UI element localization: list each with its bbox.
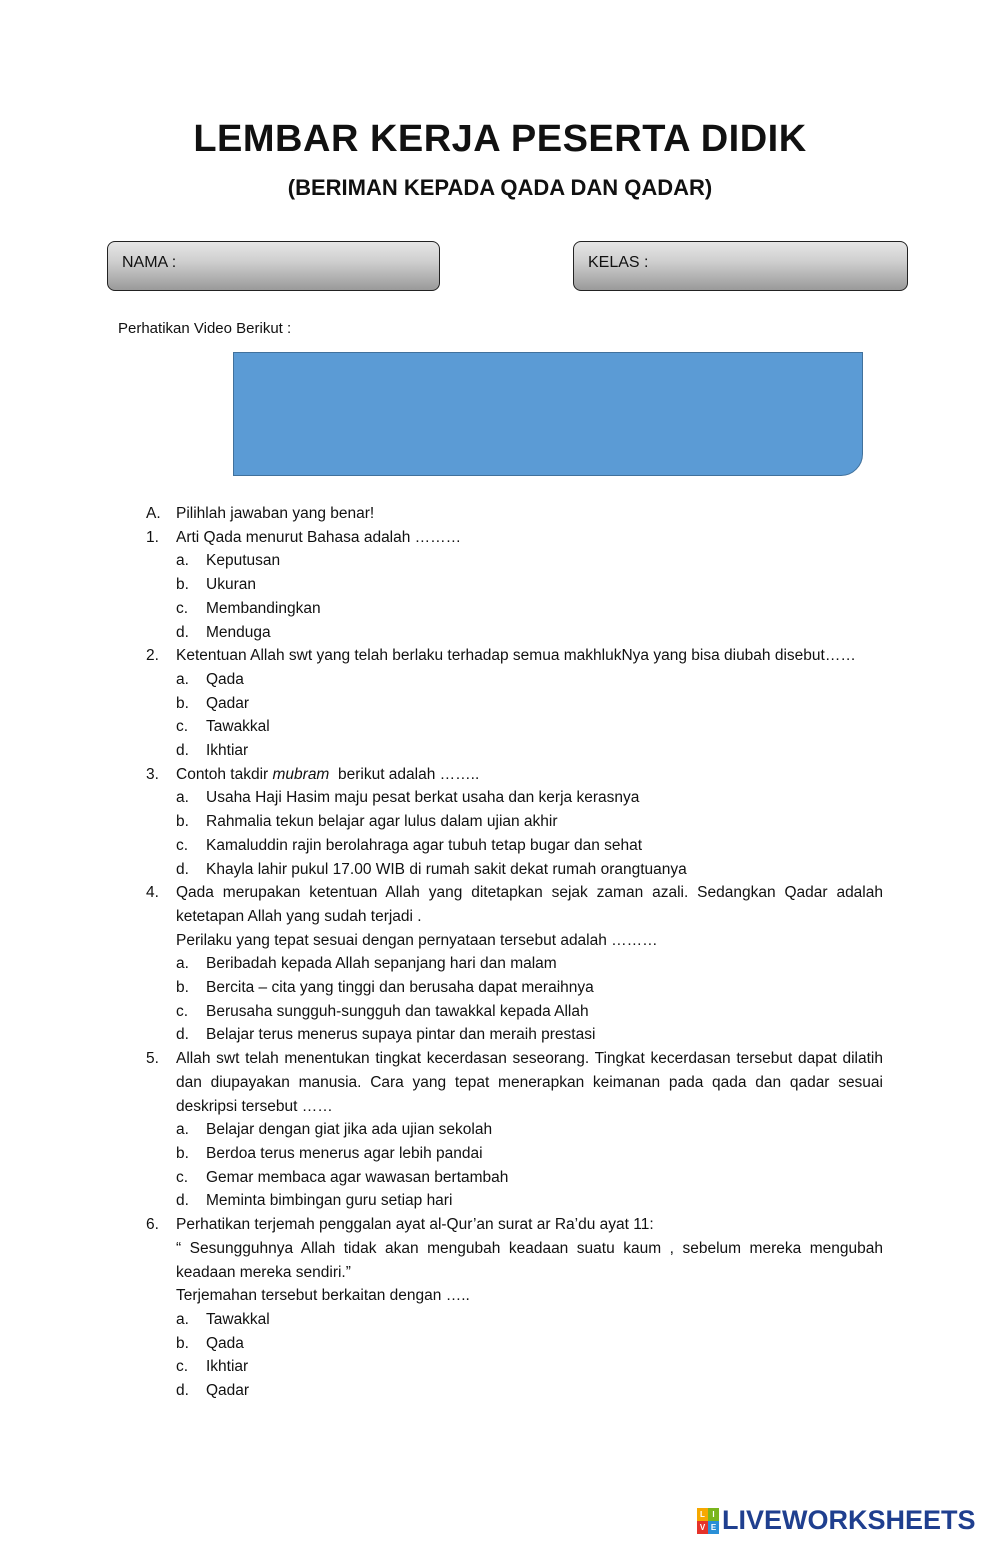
option-letter: d.	[176, 1026, 189, 1044]
option[interactable]	[176, 1379, 883, 1403]
option[interactable]	[176, 810, 883, 834]
option-letter: a.	[176, 670, 189, 688]
option-text: Qada	[206, 670, 244, 688]
option[interactable]	[176, 1000, 883, 1024]
option-letter: b.	[176, 1334, 189, 1352]
question-subtext: Terjemahan tersebut berkaitan dengan …..	[176, 1287, 470, 1305]
option-text: Qada	[206, 1334, 244, 1352]
option[interactable]	[176, 952, 883, 976]
option-letter: a.	[176, 789, 189, 807]
question-number: 1.	[146, 528, 159, 546]
option-letter: d.	[176, 1382, 189, 1400]
question-4	[146, 881, 883, 928]
option-text: Keputusan	[206, 552, 281, 570]
question-3	[146, 763, 883, 787]
question-number: 5.	[146, 1050, 159, 1068]
option-letter: d.	[176, 860, 189, 878]
question-text: Ketentuan Allah swt yang telah berlaku terhadap semua makhlukNya yang bisa diubah disebut……	[176, 647, 856, 665]
question-text: Arti Qada menurut Bahasa adalah ………	[176, 528, 462, 546]
question-text-before: Contoh takdir	[176, 765, 273, 783]
logo-letter: V	[697, 1521, 708, 1534]
question-subtext: Perilaku yang tepat sesuai dengan pernyataan tersebut adalah ………	[176, 931, 658, 949]
option-text: Tawakkal	[206, 718, 270, 736]
class-field[interactable]	[573, 241, 908, 291]
option[interactable]	[176, 1118, 883, 1142]
option-text: Membandingkan	[206, 599, 321, 617]
option-letter: c.	[176, 718, 189, 736]
option[interactable]	[176, 1166, 883, 1190]
option[interactable]	[176, 692, 883, 716]
option-letter: c.	[176, 1168, 189, 1186]
logo-mark-icon	[697, 1508, 719, 1534]
option-letter: b.	[176, 694, 189, 712]
option-text: Tawakkal	[206, 1310, 270, 1328]
option[interactable]	[176, 976, 883, 1000]
option-letter: c.	[176, 836, 189, 854]
question-text: Allah swt telah menentukan tingkat kecerdasan seseorang. Tingkat kecerdasan tersebut dapat dilatih dan diupayakan manusia. Cara yang tepat menerapkan keimanan pada qada dan qadar sesuai deskripsi tersebut ……	[176, 1050, 883, 1115]
option-text: Rahmalia tekun belajar agar lulus dalam ujian akhir	[206, 813, 558, 831]
question-6	[146, 1213, 883, 1237]
option-text: Kamaluddin rajin berolahraga agar tubuh tetap bugar dan sehat	[206, 836, 643, 854]
logo-text: LIVEWORKSHEETS	[722, 1505, 976, 1535]
name-field[interactable]	[107, 241, 440, 291]
option-text: Qadar	[206, 694, 250, 712]
option[interactable]	[176, 1023, 883, 1047]
section-instruction: Pilihlah jawaban yang benar!	[176, 505, 375, 522]
option-text: Usaha Haji Hasim maju pesat berkat usaha dan kerja kerasnya	[206, 789, 640, 807]
option[interactable]	[176, 1332, 883, 1356]
option-text: Belajar dengan giat jika ada ujian sekolah	[206, 1121, 493, 1139]
option-text: Qadar	[206, 1382, 250, 1400]
option-letter: b.	[176, 1144, 189, 1162]
question-text: Qada merupakan ketentuan Allah yang ditetapkan sejak zaman azali. Sedangkan Qadar adalah ketetapan Allah yang sudah terjadi .	[176, 884, 883, 925]
question-number: 4.	[146, 884, 159, 902]
question-text: Perhatikan terjemah penggalan ayat al-Qur’an surat ar Ra’du ayat 11:	[176, 1216, 654, 1234]
option[interactable]	[176, 1189, 883, 1213]
option-letter: c.	[176, 599, 189, 617]
question-text-italic: mubram	[272, 765, 330, 783]
option-text: Belajar terus menerus supaya pintar dan meraih prestasi	[206, 1026, 596, 1044]
option[interactable]	[176, 1142, 883, 1166]
question-text-after: berikut adalah ……..	[329, 765, 480, 783]
question-number: 2.	[146, 647, 159, 665]
option[interactable]	[176, 549, 883, 573]
option-text: Bercita – cita yang tinggi dan berusaha dapat meraihnya	[206, 979, 594, 997]
option[interactable]	[176, 858, 883, 882]
section-heading	[146, 502, 883, 526]
option-letter: a.	[176, 1121, 189, 1139]
option[interactable]	[176, 715, 883, 739]
option-letter: b.	[176, 979, 189, 997]
option-text: Ikhtiar	[206, 742, 249, 760]
video-caption: Perhatikan Video Berikut :	[118, 320, 292, 337]
question-5	[146, 1047, 883, 1118]
option-text: Gemar membaca agar wawasan bertambah	[206, 1168, 509, 1186]
worksheet-title: LEMBAR KERJA PESERTA DIDIK	[193, 118, 807, 160]
option-letter: a.	[176, 1310, 189, 1328]
option-text: Ikhtiar	[206, 1358, 249, 1376]
option-text: Beribadah kepada Allah sepanjang hari dan malam	[206, 955, 557, 973]
option[interactable]	[176, 573, 883, 597]
option[interactable]	[176, 668, 883, 692]
option-letter: c.	[176, 1358, 189, 1376]
video-player[interactable]	[233, 352, 863, 476]
option[interactable]	[176, 621, 883, 645]
worksheet-subtitle: (BERIMAN KEPADA QADA DAN QADAR)	[287, 175, 713, 200]
question-section	[146, 502, 883, 1403]
option-letter: d.	[176, 742, 189, 760]
question-2	[146, 644, 883, 668]
option-letter: d.	[176, 623, 189, 641]
question-text	[176, 763, 883, 787]
option-text: Ukuran	[206, 576, 256, 594]
option[interactable]	[176, 1355, 883, 1379]
option[interactable]	[176, 739, 883, 763]
option-letter: b.	[176, 576, 189, 594]
option[interactable]	[176, 786, 883, 810]
logo-letter: I	[708, 1508, 719, 1521]
class-label: KELAS :	[588, 254, 649, 271]
option-letter: b.	[176, 813, 189, 831]
logo-letter: L	[697, 1508, 708, 1521]
option-text: Khayla lahir pukul 17.00 WIB di rumah sakit dekat rumah orangtuanya	[206, 860, 687, 878]
logo-letter: E	[708, 1521, 719, 1534]
section-letter: A.	[146, 505, 161, 522]
option[interactable]	[176, 1308, 883, 1332]
option[interactable]	[176, 597, 883, 621]
option-letter: a.	[176, 552, 189, 570]
option-text: Menduga	[206, 623, 271, 641]
name-label: NAMA :	[122, 254, 177, 271]
question-number: 3.	[146, 765, 159, 783]
option-text: Berusaha sungguh-sungguh dan tawakkal kepada Allah	[206, 1002, 589, 1020]
option-text: Berdoa terus menerus agar lebih pandai	[206, 1144, 483, 1162]
question-1	[146, 526, 883, 550]
option-text: Meminta bimbingan guru setiap hari	[206, 1192, 453, 1210]
question-quote: “ Sesungguhnya Allah tidak akan mengubah keadaan suatu kaum , sebelum mereka mengubah keadaan mereka sendiri.”	[176, 1239, 883, 1281]
question-number: 6.	[146, 1216, 159, 1234]
option-letter: c.	[176, 1002, 189, 1020]
option-letter: d.	[176, 1192, 189, 1210]
option-letter: a.	[176, 955, 189, 973]
option[interactable]	[176, 834, 883, 858]
liveworksheets-logo[interactable]	[697, 1505, 976, 1536]
